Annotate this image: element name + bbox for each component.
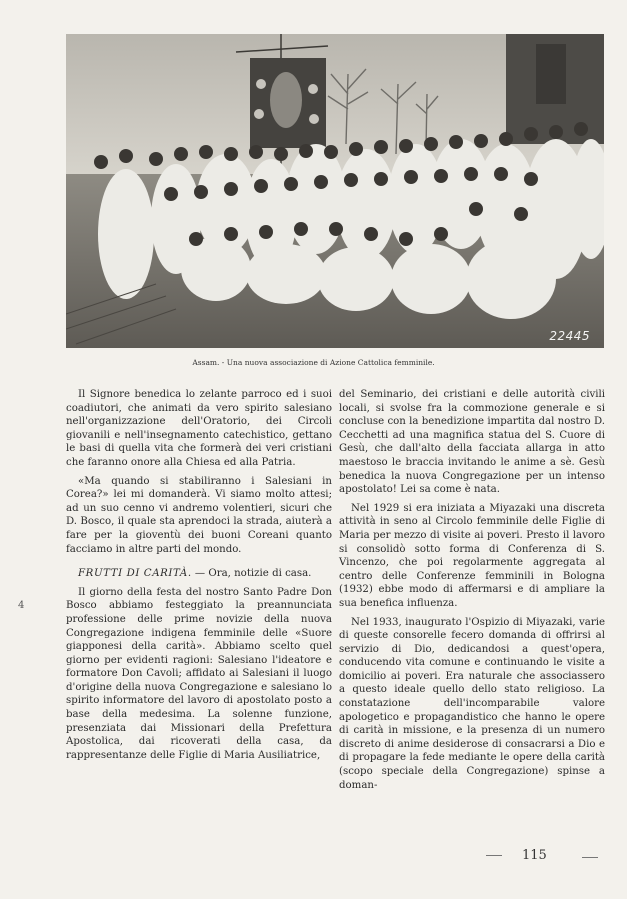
footer-dash-left (486, 855, 502, 856)
group-photograph (66, 34, 604, 348)
paragraph: Il giorno della festa del nostro Santo Padre Don Bosco abbiamo festeggiato la preannunciata professione delle prime novizie della nuova Congregazione indigena femminile delle «Suore giapponesi della carità». Abbiamo scelto quel giorno per evidenti ragioni: Salesiano l'ideatore e formatore Don Cavoli; affidato ai Salesiani il luogo d'origine della nuova Congregazione e salesiano lo spirito informatore del lavoro di apostolato posto a base della medesima. La solenne funzione, presenziata dai Missionari della Prefettura Apostolica, dai ricoverati della casa, da rappresentanze delle Figlie di Maria Ausiliatrice, (66, 586, 332, 761)
paragraph: «Ma quando si stabiliranno i Salesiani in Corea?» lei mi domanderà. Vi siamo molto attesi; ad un suo cenno vi andremo volentieri, sicuri che D. Bosco, il quale sta aprendoci la strada, aiuterà a fare per la gioventù dei buoni Coreani quanto facciamo in altre parti del mondo. (66, 475, 332, 555)
section-heading-paragraph (66, 567, 332, 581)
paragraph: Nel 1929 si era iniziata a Miyazaki una discreta attività in seno al Circolo femminile delle Figlie di Maria per mezzo di visite ai poveri. Presto il lavoro si consolidò sotto forma di Conferenza di S. Vincenzo, che poi regolarmente aggregata al centro delle Conferenze femminili in Bologna (1932) ebbe modo di affermarsi e di ampliare la sua benefica influenza. (339, 502, 605, 609)
margin-mark: 4 (18, 600, 25, 611)
footer-dash-right (582, 857, 598, 858)
page-number: 115 (522, 848, 547, 863)
section-heading-text: — Ora, notizie di casa. (191, 568, 312, 580)
left-text-column (66, 388, 332, 767)
section-heading: FRUTTI DI CARITÀ. (78, 568, 192, 580)
paragraph: Il Signore benedica lo zelante parroco ed i suoi coadiutori, che animati da vero spirito salesiano nell'organizzazione dell'Oratorio, dei Circoli giovanili e nell'insegnamento catechistico, gettano le basi di quella vita che formerà dei veri cristiani che faranno onore alla Chiesa ed alla Patria. (66, 389, 332, 468)
photo-reference-number: 22445 (549, 329, 590, 343)
right-text-column (339, 388, 605, 797)
photo-illustration (66, 34, 604, 348)
paragraph: Nel 1933, inaugurato l'Ospizio di Miyazaki, varie di queste consorelle fecero domanda di offrirsi al servizio di Dio, dedicandosi a quest'opera, conducendo vita comune e continuando le visite a domicilio ai poveri. Era naturale che associassero a questo ideale quello dello stato religioso. La constatazione dell'incomparabile valore apologetico e propagandistico che hanno le opere di carità in missione, e la presenza di un numero discreto di anime desiderose di consacrarsi a Dio e di propagare la fede mediante le opere della carità (scopo speciale della Congregazione) spinse a doman- (339, 616, 605, 791)
photo-caption: Assam. - Una nuova associazione di Azione Cattolica femminile. (192, 358, 435, 367)
paragraph: del Seminario, dei cristiani e delle autorità civili locali, si svolse fra la commozione generale e si concluse con la benedizione impartita dal nostro D. Cecchetti ad una magnifica statua del S. Cuore di Gesù, che dall'alto della facciata allarga in atto maestoso le braccia invitando le anime a sè. Gesù benedica la nuova Congregazione per un intenso apostolato! Lei sa come è nata. (339, 389, 605, 496)
